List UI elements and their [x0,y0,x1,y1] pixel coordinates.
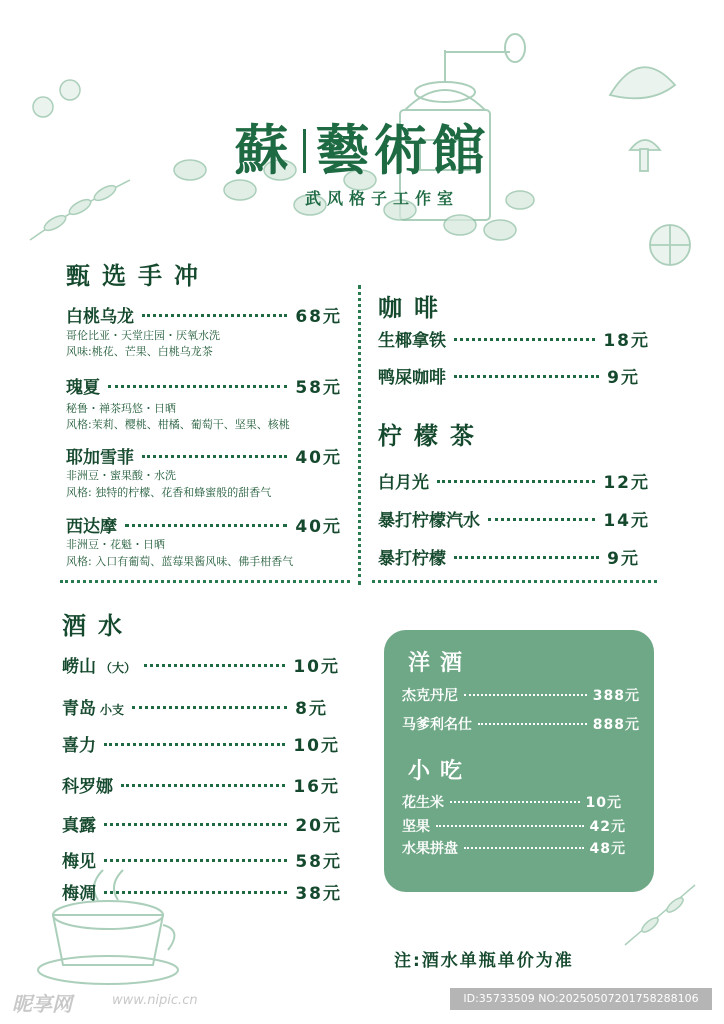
item-price: 8元 [295,699,328,719]
title-separator [303,129,306,173]
item-price: 10元 [293,657,340,677]
leader-dots [125,524,287,527]
menu-row [62,772,340,797]
menu-row [402,838,626,858]
leader-dots [436,825,584,827]
item-price: 58元 [295,378,342,398]
section-title-drinks: 酒水 [62,611,134,640]
leader-dots [142,455,287,458]
item-name: 梅见 [62,852,96,872]
item-desc: 非洲豆・蜜果酸・水洗 [66,469,176,482]
item-name: 真露 [62,816,96,836]
leader-dots [104,891,287,894]
leader-dots [454,338,595,341]
item-price: 40元 [295,448,342,468]
section-title-snacks: 小吃 [408,758,473,784]
leader-dots [132,706,287,709]
item-price: 888元 [592,717,640,733]
item-name: 瑰夏 [66,378,100,398]
watermark-id: ID:35733509 NO:20250507201758288106 [450,988,712,1010]
leader-dots [454,375,599,378]
menu-row [66,512,342,537]
leader-dots [464,694,587,696]
item-name: 杰克丹尼 [402,688,458,704]
horizontal-divider-right [372,580,657,583]
leader-dots [104,823,287,826]
leader-dots [142,314,287,317]
item-name: 白月光 [378,473,429,493]
leader-dots [104,859,287,862]
item-price: 10元 [293,736,340,756]
menu-row [66,443,342,468]
shop-title-right: 藝術館 [315,118,490,182]
item-tag: 小支 [100,703,125,717]
leader-dots [488,518,595,521]
leader-dots [437,480,595,483]
leader-dots [108,385,287,388]
menu-row [402,685,640,705]
item-name [62,694,124,719]
item-desc: 秘鲁・禅茶玛悠・日晒 [66,402,176,415]
item-name: 暴打柠檬汽水 [378,511,480,531]
item-price: 10元 [585,795,622,811]
leader-dots [104,743,285,746]
item-desc: 风格:茉莉、樱桃、柑橘、葡萄干、坚果、核桃 [66,418,290,431]
menu-row [62,652,340,677]
item-name: 生椰拿铁 [378,331,446,351]
shop-title [0,108,724,185]
item-price: 40元 [295,517,342,537]
menu-row [62,694,328,719]
menu-row [62,879,342,904]
item-name [62,652,136,677]
item-name: 科罗娜 [62,777,113,797]
leader-dots [144,664,285,667]
section-title-hand-coffee: 甄选手冲 [66,261,210,290]
watermark-logo: 昵享网 [12,992,72,1016]
watermark-url: www.nipic.cn [112,993,198,1008]
item-price: 388元 [592,688,640,704]
item-desc: 非洲豆・花魁・日晒 [66,538,165,551]
leader-dots [454,556,599,559]
item-price: 9元 [607,549,640,569]
item-desc: 风格: 入口有葡萄、蓝莓果酱风味、佛手柑香气 [66,555,294,568]
wine-snack-panel [384,630,654,892]
section-title-lemon-tea: 柠檬茶 [378,421,486,450]
item-name: 喜力 [62,736,96,756]
item-price: 68元 [295,307,342,327]
item-name: 坚果 [402,819,430,835]
item-name-text: 崂山 [62,657,96,677]
item-price: 12元 [603,473,650,493]
item-name: 暴打柠檬 [378,549,446,569]
item-price: 18元 [603,331,650,351]
item-name: 梅凋 [62,884,96,904]
item-price: 42元 [589,819,626,835]
menu-row [62,811,342,836]
menu-row [62,847,342,872]
item-price: 38元 [295,884,342,904]
horizontal-divider-left [60,580,350,583]
menu-row [378,326,650,351]
item-price: 14元 [603,511,650,531]
item-desc: 风味:桃花、芒果、白桃乌龙茶 [66,345,213,358]
menu-row [66,373,342,398]
leader-dots [450,801,580,803]
shop-subtitle: 武风格子工作室 [304,189,459,208]
menu-row [378,506,650,531]
menu-row [378,544,640,569]
item-price: 48元 [589,841,626,857]
menu-row [62,731,340,756]
shop-title-left: 蘇 [234,118,293,182]
vertical-divider [358,285,361,585]
item-name: 水果拼盘 [402,841,458,857]
menu-row [402,792,622,812]
item-name: 花生米 [402,795,444,811]
item-name-text: 青岛 [62,699,96,719]
item-name: 鸭屎咖啡 [378,368,446,388]
menu-row [66,302,342,327]
item-desc: 哥伦比亚・天堂庄园・厌氧水洗 [66,329,220,342]
menu-row [378,363,640,388]
item-name: 耶加雪菲 [66,448,134,468]
item-price: 9元 [607,368,640,388]
menu-row [402,816,626,836]
leader-dots [464,847,584,849]
shell-illustration [640,215,700,275]
leader-dots [478,723,587,725]
leader-dots [121,784,285,787]
item-price: 20元 [295,816,342,836]
item-price: 16元 [293,777,340,797]
item-name: 西达摩 [66,517,117,537]
item-desc: 风格: 独特的柠檬、花香和蜂蜜般的甜香气 [66,486,272,499]
menu-row [378,468,650,493]
item-tag: （大） [100,661,137,675]
section-title-coffee: 咖啡 [378,293,450,322]
item-name: 马爹利名仕 [402,717,472,733]
section-title-foreign-wine: 洋酒 [408,650,473,676]
menu-row [402,714,640,734]
price-note: 注:酒水单瓶单价为准 [394,951,574,971]
item-price: 58元 [295,852,342,872]
item-name: 白桃乌龙 [66,307,134,327]
